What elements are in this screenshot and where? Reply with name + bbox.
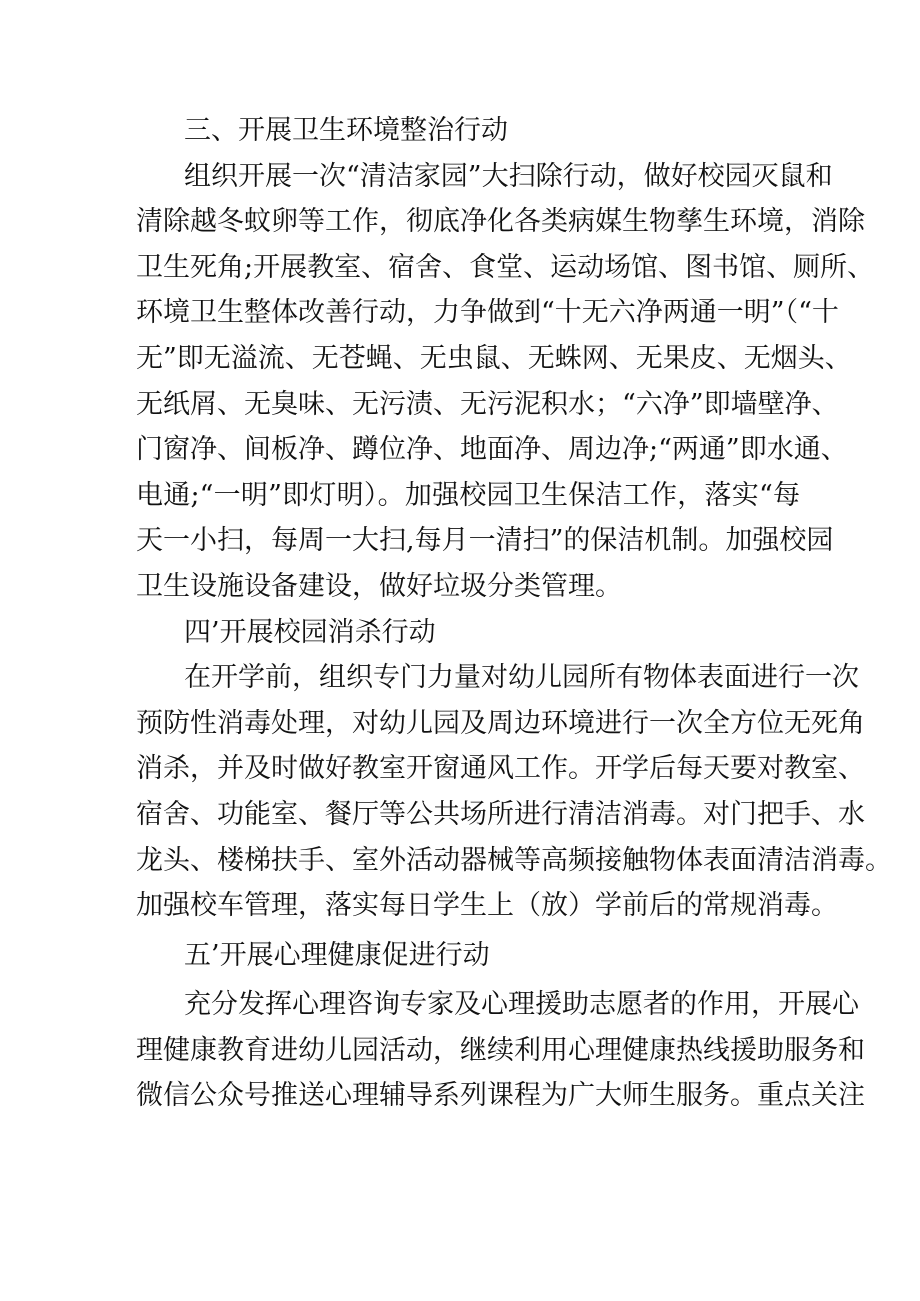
paragraph-line: 天一小扫，每周一大扫,每月一清扫”的保洁机制。加强校园 — [136, 525, 834, 557]
section-heading-5: 五’开展心理健康促进行动 — [184, 939, 490, 971]
paragraph-line: 卫生死角;开展教室、宿舍、食堂、运动场馆、图书馆、厕所、 — [136, 251, 875, 283]
paragraph-line: 充分发挥心理咨询专家及心理援助志愿者的作用，开展心 — [184, 989, 859, 1021]
paragraph-line: 加强校车管理，落实每日学生上（放）学前后的常规消毒。 — [136, 890, 838, 922]
document-page — [136, 108, 892, 1119]
paragraph-line: 宿舍、功能室、餐厅等公共场所进行清洁消毒。对门把手、水 — [136, 798, 865, 830]
paragraph-line: 门窗净、间板净、蹲位净、地面净、周边净;“两通”即水通、 — [136, 434, 848, 466]
section-heading-3: 三、开展卫生环境整治行动 — [184, 115, 508, 146]
paragraph-line: 预防性消毒处理，对幼儿园及周边环境进行一次全方位无死角 — [136, 707, 865, 739]
paragraph-line: 环境卫生整体改善行动，力争做到“十无六净两通一明”（“十 — [136, 297, 839, 329]
paragraph-line: 卫生设施设备建设，做好垃圾分类管理。 — [136, 570, 622, 602]
paragraph-line: 龙头、楼梯扶手、室外活动器械等高频接触物体表面清洁消毒。 — [136, 844, 892, 876]
paragraph-line: 微信公众号推送心理辅导系列课程为广大师生服务。重点关注 — [136, 1080, 865, 1112]
section-heading-4: 四’开展校园消杀行动 — [184, 616, 436, 648]
paragraph-line: 无”即无溢流、无苍蝇、无虫鼠、无蛛网、无果皮、无烟头、 — [136, 342, 852, 374]
paragraph-line: 组织开展一次“清洁家园”大扫除行动，做好校园灭鼠和 — [184, 160, 833, 192]
paragraph-line: 理健康教育进幼儿园活动，继续利用心理健康热线援助服务和 — [136, 1034, 865, 1066]
paragraph-line: 在开学前，组织专门力量对幼儿园所有物体表面进行一次 — [184, 662, 859, 694]
paragraph-line: 消杀，并及时做好教室开窗通风工作。开学后每天要对教室、 — [136, 753, 865, 785]
paragraph-line: 无纸屑、无臭味、无污渍、无污泥积水；“六净”即墙壁净、 — [136, 388, 839, 420]
paragraph-line: 电通;“一明”即灯明）。加强校园卫生保洁工作，落实“每 — [136, 479, 800, 511]
paragraph-line: 清除越冬蚊卵等工作，彻底净化各类病媒生物孳生环境，消除 — [136, 206, 865, 238]
